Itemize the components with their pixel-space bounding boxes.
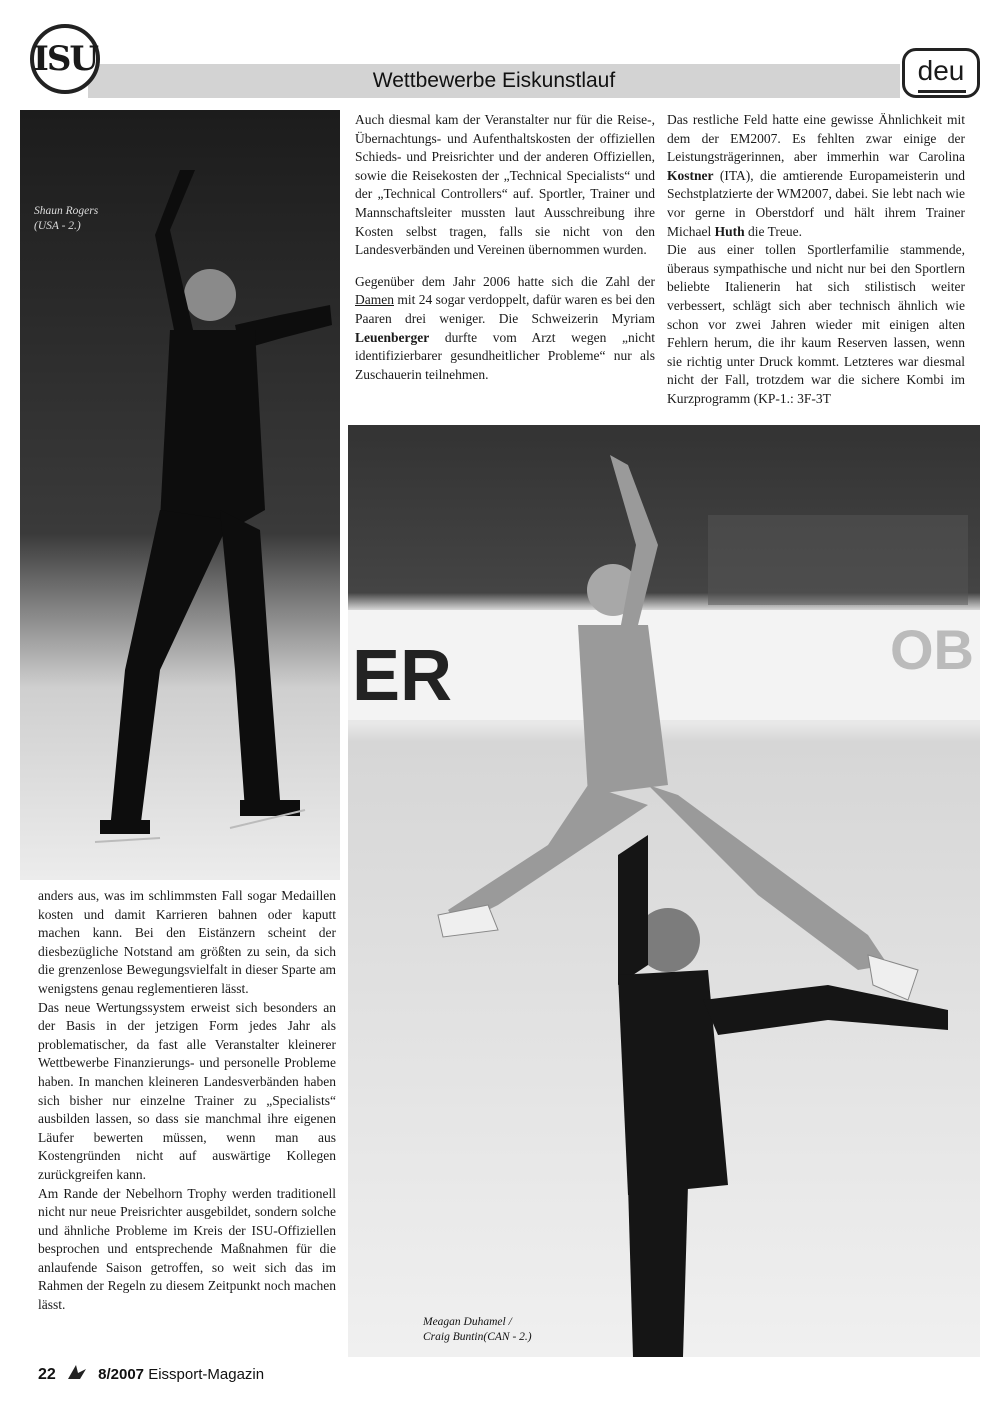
arena-sign-right: OB [890,618,974,681]
column-middle [355,111,655,384]
footer [38,1363,264,1384]
right-p1-text-b: (ITA), die amtierende Europameisterin und Sechstplatzierte der WM2007, dabei. Sie lebt nach wie vor gerne in Oberstdorf und hält ihrem Trainer Michael [667,167,965,239]
isu-logo-text: ISU [32,39,98,79]
right-p1-huth: Huth [714,223,745,239]
mid-p2-text-a: Gegenüber dem Jahr 2006 hatte sich die Zahl der [355,273,655,289]
right-p1-kostner: Kostner [667,167,714,183]
right-p1-text-a: Das restliche Feld hatte eine gewisse Ähnlichkeit mit dem der EM2007. Es fehlten zwar einige der Leistungsträgerinnen, aber immerhin war Carolina [667,112,965,165]
page-number: 22 [38,1366,56,1383]
footer-skater-icon [66,1363,88,1381]
left-paragraph-3: Am Rande der Nebelhorn Trophy werden traditionell nicht nur neue Preisrichter ausgebildet, sondern solche und ähnliche Probleme im Kreis der ISU-Offiziellen besprochen und entsprechende Maßnahmen für die anlaufende Saison getroffen, so weit sich das im Rahmen der Regeln zu diesem Zeitpunkt noch machen lässt. [38,1185,336,1313]
mid-p2-damen: Damen [355,292,394,308]
isu-logo [30,24,100,94]
mid-p2-text-b: mit 24 sogar verdoppelt, dafür waren es bei den Paaren drei weniger. Die Schweizerin Myriam [355,292,655,326]
page-title: Wettbewerbe Eiskunstlauf [372,69,616,92]
mid-paragraph-1: Auch diesmal kam der Veranstalter nur für die Reise-, Übernachtungs- und Aufenthaltskosten der offiziellen Schieds- und Preisrichter und der anderen Offiziellen, sowie die Reisekosten der „Technical Specialists“ und der „Technical Controllers“ auf. Sportler, Trainer und Mannschaftsleiter mussten laut Ausschreibung ihre Kosten selbst tragen, falls sie nicht von den Landesverbänden und Vereinen übernommen wurden. [355,112,655,258]
column-left [38,887,336,1315]
deu-logo-underline [918,90,966,93]
column-right [667,111,965,409]
deu-logo-text: deu [917,55,965,86]
mid-paragraph-2 [355,273,655,385]
photo-duhamel-buntin [348,425,980,1357]
photo1-caption-country: (USA - 2.) [34,220,81,232]
photo2-caption [423,1315,532,1345]
arena-sign-left: ER [352,636,453,716]
mid-p2-text-c: durfte vom Arzt wegen „nicht identifizierbarer gesundheitlicher Probleme“ nur als Zuschauerin teilnehmen. [355,329,655,382]
footer-magazine: Eissport-Magazin [148,1366,265,1383]
left-paragraph-2: Das neue Wertungssystem erweist sich besonders an der Basis in der jetzigen Form jedes Jahr als problematischer, da fast alle Veranstalter kleinerer Wettbewerbe Finanzierungs- und personelle Probleme haben. In manchen kleineren Landesverbänden haben sich bisher nur einzelne Trainer zu „Specialists“ ausbilden lassen, so dass sie manchmal ihre eigenen Läufer bewerten müssen, wenn man aus Kostengründen nicht auf auswärtige Kollegen zurückgreifen kann. [38,999,336,1182]
footer-issue: 8/2007 [98,1366,145,1383]
photo2-caption-line2: Craig Buntin(CAN - 2.) [423,1331,532,1343]
right-p1-text-c: die Treue. [744,223,802,239]
right-paragraph-1 [667,111,965,241]
right-paragraph-2: Die aus einer tollen Sportlerfamilie stammende, überaus sympathische und nicht nur bei den Sportlern beliebte Italienerin hat sich stilistisch weiter verbessert, schlägt sich aber technisch ähnlich wie schon vor zwei Jahren wieder mit einigen alten Fehlern herum, die ihr kaum Reserven lassen, wenn sie richtig unter Druck kommt. Letzteres war diesmal nicht der Fall, trotzdem war die sichere Kombi im Kurzprogramm (KP-1.: 3F-3T [667,242,965,406]
photo1-caption [34,204,98,234]
mid-p2-name: Leuenberger [355,329,430,345]
photo1-caption-name: Shaun Rogers [34,205,99,217]
photo2-caption-line1: Meagan Duhamel / [423,1316,512,1328]
left-paragraph-1: anders aus, was im schlimmsten Fall sogar Medaillen kosten und damit Karrieren bahnen oder kaputt machen kann. Bei den Eistänzern scheint der diesbezügliche Notstand am größten zu sein, da sich die grenzenlose Bewegungsvielfalt in dieser Sparte am wenigstens genau reglementieren lässt. [38,888,336,996]
pair-illustration [348,425,980,1357]
